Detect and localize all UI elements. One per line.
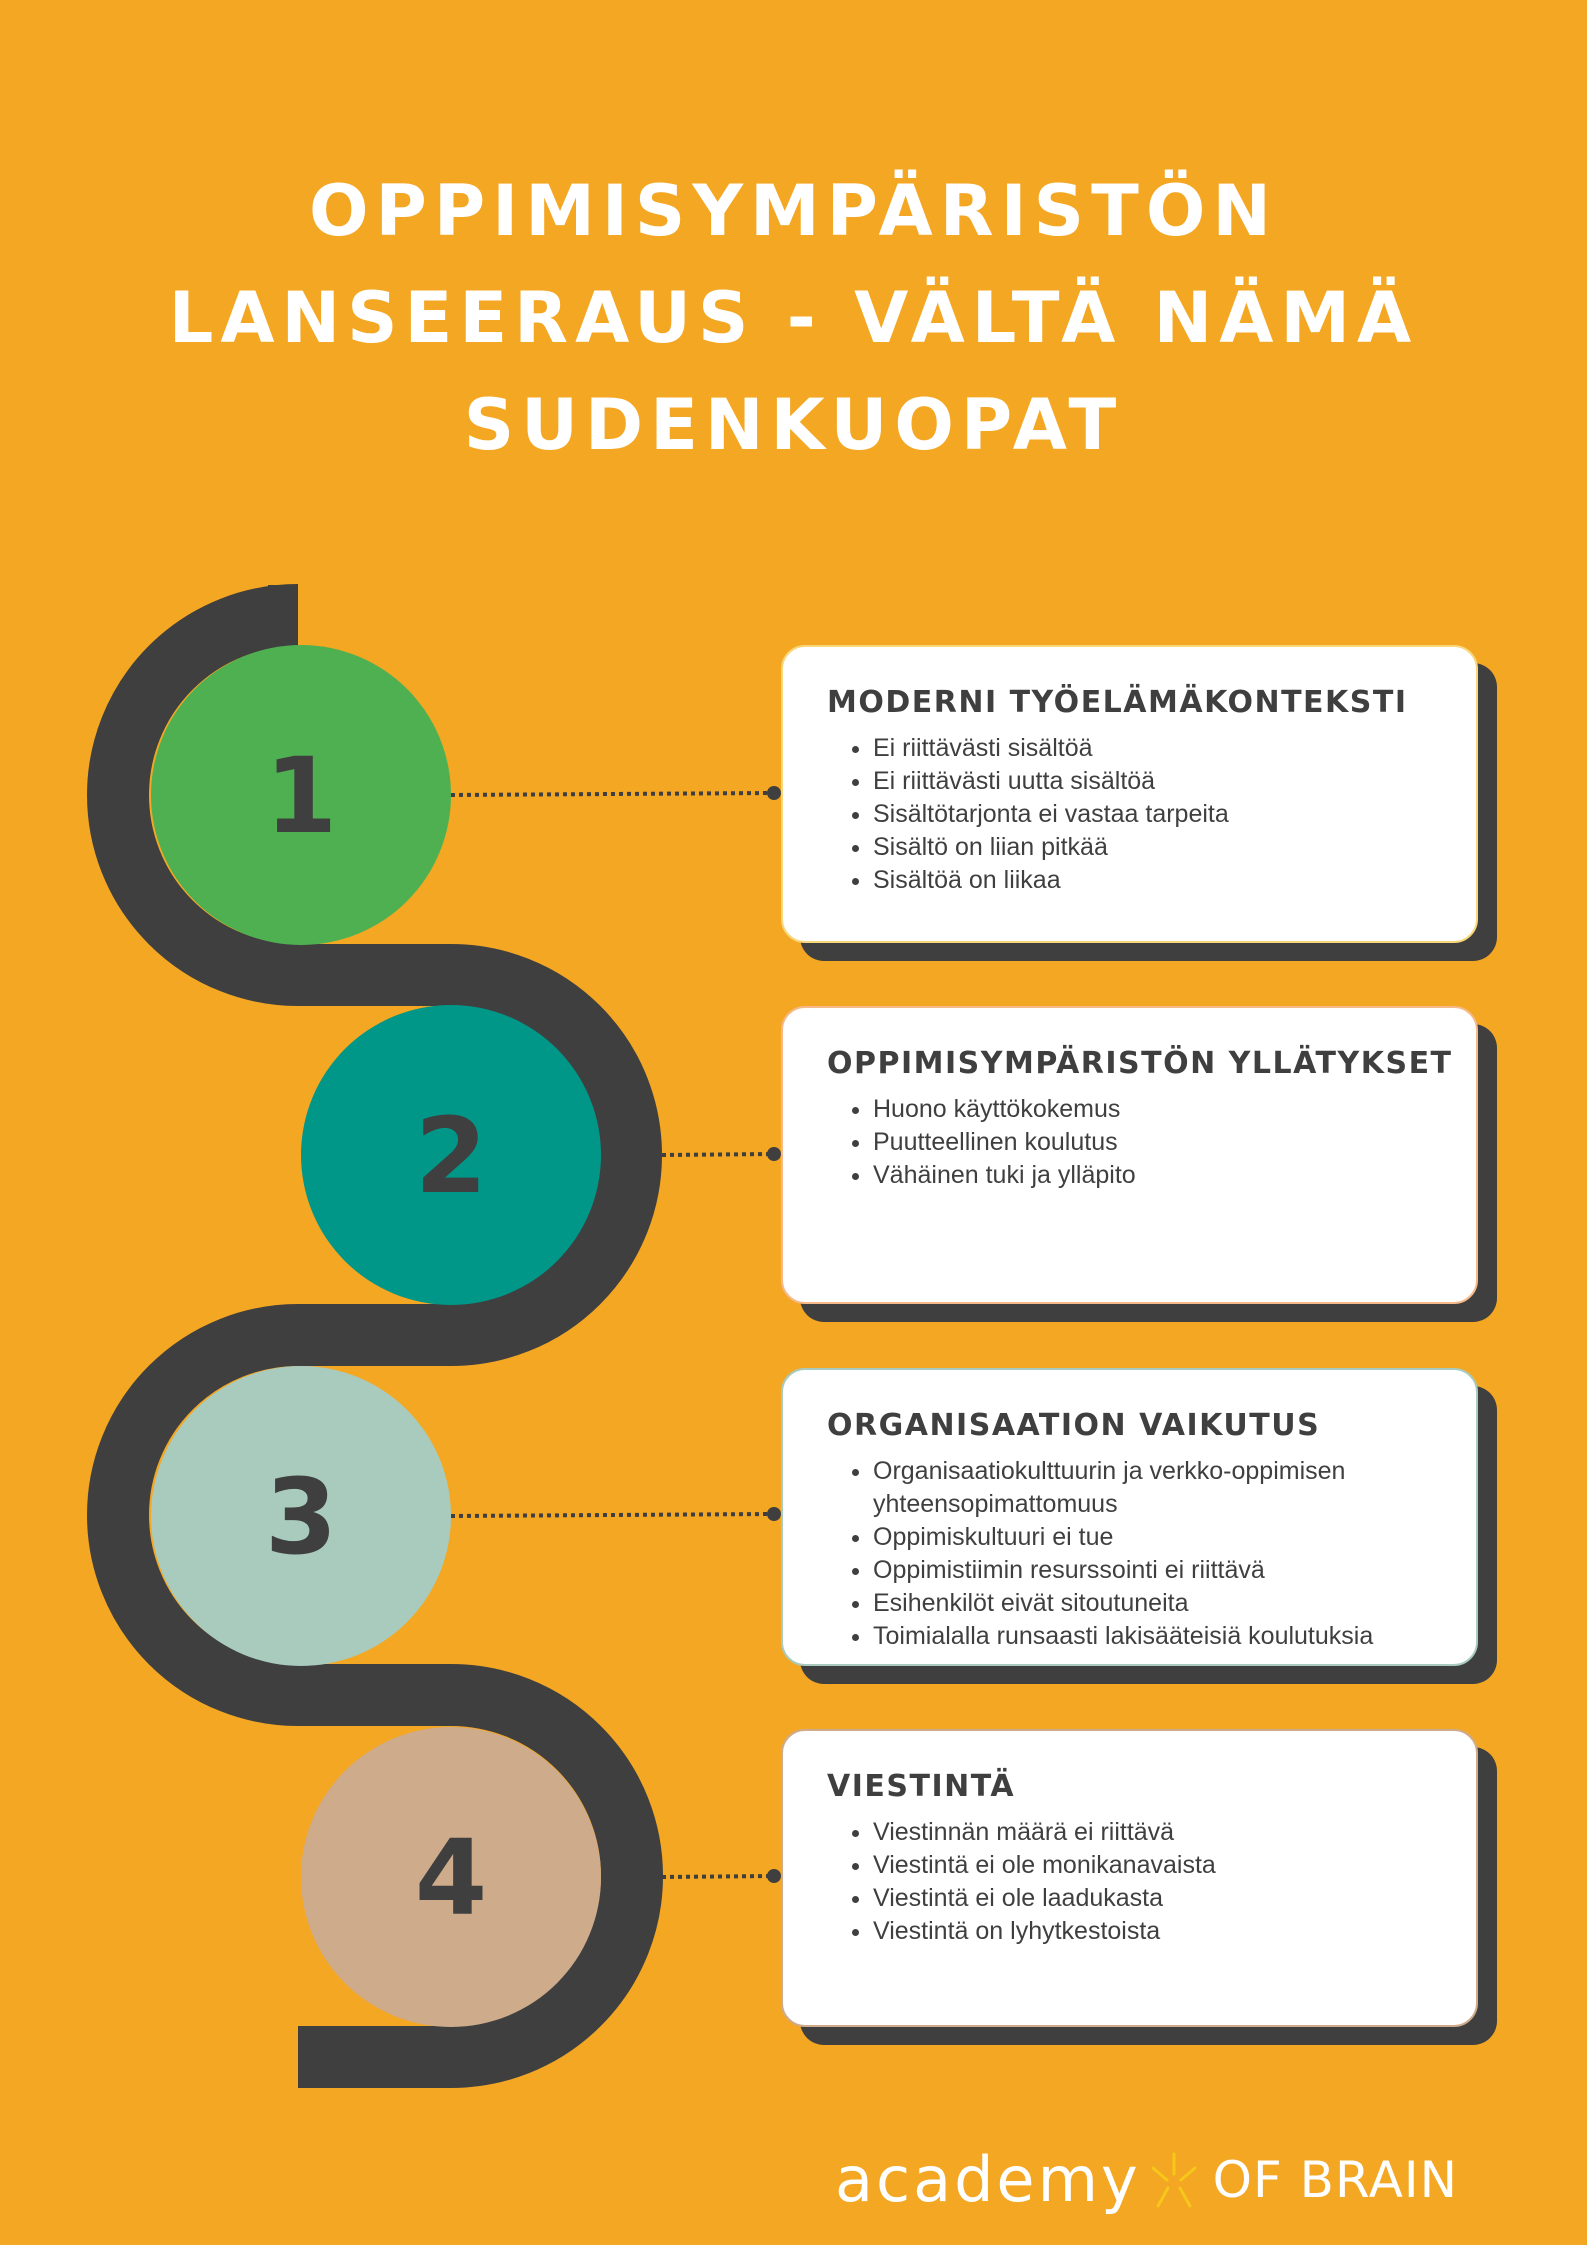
list-item: • Sisältöä on liikaa (873, 864, 1436, 897)
step-number-2: 2 (414, 1095, 488, 1217)
connector-2 (662, 1154, 773, 1155)
list-item: • Esihenkilöt eivät sitoutuneita (873, 1587, 1436, 1620)
card-list-1 (827, 732, 1436, 897)
step-card-3 (781, 1368, 1478, 1666)
step-card-2 (781, 1006, 1478, 1304)
list-item: • Ei riittävästi uutta sisältöä (873, 765, 1436, 798)
card-heading-4: VIESTINTÄ (827, 1769, 1016, 1804)
card-heading-2: OPPIMISYMPÄRISTÖN YLLÄTYKSET (827, 1046, 1453, 1081)
step-number-4: 4 (414, 1817, 488, 1939)
connector-dot-1 (767, 786, 781, 800)
connector-dot-2 (767, 1147, 781, 1161)
step-card-1 (781, 645, 1478, 943)
connector-1 (451, 793, 773, 795)
sparkle-icon (1147, 2150, 1201, 2210)
list-item: • Puutteellinen koulutus (873, 1126, 1436, 1159)
list-item: • Viestinnän määrä ei riittävä (873, 1816, 1436, 1849)
list-item: • Organisaatiokulttuurin ja verkko-oppimisen yhteensopimattomuus (873, 1455, 1436, 1521)
list-item: • Sisältötarjonta ei vastaa tarpeita (873, 798, 1436, 831)
card-heading-1: MODERNI TYÖELÄMÄKONTEKSTI (827, 685, 1408, 720)
title-line-1: OPPIMISYMPÄRISTÖN (309, 170, 1278, 252)
connector-dot-3 (767, 1507, 781, 1521)
snake-top-cap (268, 585, 298, 647)
list-item: • Oppimiskultuuri ei tue (873, 1521, 1436, 1554)
logo-word-of-brain: OF BRAIN (1212, 2151, 1459, 2209)
list-item: • Viestintä ei ole laadukasta (873, 1882, 1436, 1915)
card-heading-3: ORGANISAATION VAIKUTUS (827, 1408, 1321, 1443)
list-item: • Oppimistiimin resurssointi ei riittävä (873, 1554, 1436, 1587)
connector-4 (662, 1876, 773, 1877)
list-item: • Huono käyttökokemus (873, 1093, 1436, 1126)
card-list-2 (827, 1093, 1436, 1192)
brand-logo (835, 2140, 1545, 2220)
title-line-3: SUDENKUOPAT (463, 384, 1124, 466)
title-line-2: LANSEERAUS - VÄLTÄ NÄMÄ (168, 277, 1419, 359)
list-item: • Ei riittävästi sisältöä (873, 732, 1436, 765)
list-item: • Sisältö on liian pitkää (873, 831, 1436, 864)
list-item: • Toimialalla runsaasti lakisääteisiä koulutuksia (873, 1620, 1436, 1653)
step-card-4 (781, 1729, 1478, 2027)
connector-3 (451, 1514, 773, 1516)
card-list-3 (827, 1455, 1436, 1653)
logo-word-academy: academy (835, 2143, 1141, 2216)
list-item: • Viestintä ei ole monikanavaista (873, 1849, 1436, 1882)
card-list-4 (827, 1816, 1436, 1948)
step-number-1: 1 (264, 735, 338, 857)
list-item: • Viestintä on lyhytkestoista (873, 1915, 1436, 1948)
connector-dot-4 (767, 1869, 781, 1883)
step-number-3: 3 (264, 1456, 338, 1578)
list-item: • Vähäinen tuki ja ylläpito (873, 1159, 1436, 1192)
